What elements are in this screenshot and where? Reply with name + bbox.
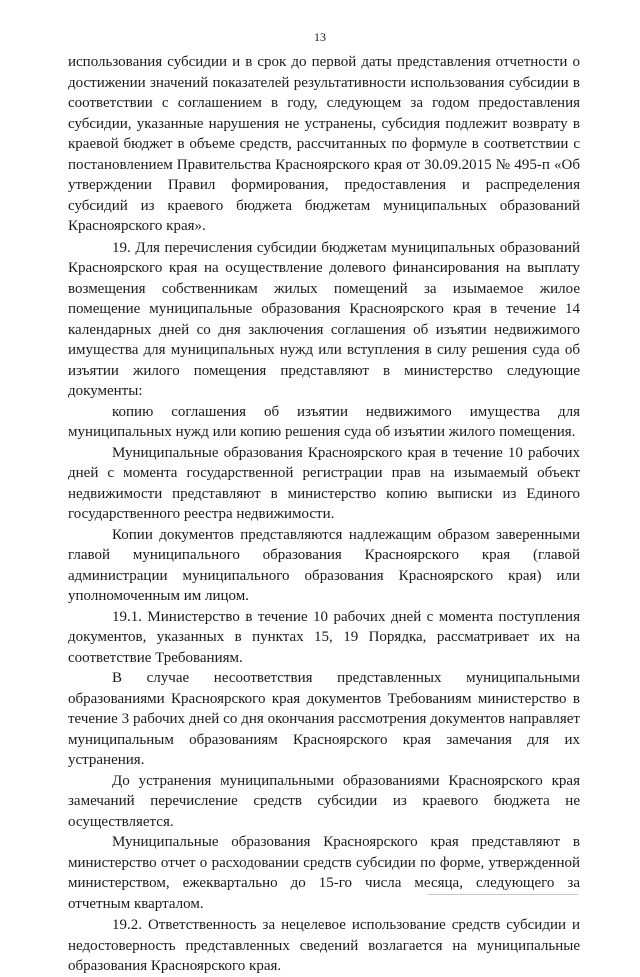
paragraph-continuation: использования субсидии и в срок до первой даты представления отчетности о достижении значений показателей результативности использования субсидии в соответствии с соглашением в году, следующем за годом предоставления субсидии, указанные нарушения не устранены, субсидия подлежит возврату в краевой бюджет в объеме средств, рассчитанных по формуле в соответствии с постановлением Правительства Красноярского края от 30.09.2015 № 495-п «Об утверждении Правил формирования, предоставления и распределения субсидий из краевого бюджета бюджетам муниципальных образований Красноярского края». xyxy=(68,54,580,234)
paragraph-agreement-copy: копию соглашения об изъятии недвижимого имущества для муниципальных нужд или копию решения суда об изъятии жилого помещения. xyxy=(68,403,580,440)
paragraph-clause-19: 19. Для перечисления субсидии бюджетам муниципальных образований Красноярского края на осуществление долевого финансирования на выплату возмещения собственникам жилых помещений за изымаемое жилое помещение муниципальные образования Красноярского края в течение 14 календарных дней со дня заключения соглашения об изъятии недвижимого имущества для муниципальных нужд или вступления в силу решения суда об изъятии жилого помещения представляют в министерство следующие документы: xyxy=(68,239,580,399)
paragraph-clause-19-2: 19.2. Ответственность за нецелевое использование средств субсидии и недостоверность представленных сведений возлагается на муниципальные образования Красноярского края. xyxy=(68,917,580,974)
paragraph-registry-extract: Муниципальные образования Красноярского края в течение 10 рабочих дней с момента государственной регистрации прав на изымаемый объект недвижимости представляют в министерство копию выписки из Единого государственного реестра недвижимости. xyxy=(68,444,580,522)
paragraph-clause-19-1: 19.1. Министерство в течение 10 рабочих дней с момента поступления документов, указанных в пунктах 15, 19 Порядка, рассматривает их на соответствие Требованиям. xyxy=(68,608,580,666)
paragraph-quarterly-report: Муниципальные образования Красноярского края представляют в министерство отчет о расходовании средств субсидии по форме, утвержденной министерством, ежеквартально до 15-го числа месяца, следующего за отчетным кварталом. xyxy=(68,834,580,912)
paragraph-nonconformity: В случае несоответствия представленных муниципальными образованиями Красноярского края документов Требованиям министерство в течение 3 рабочих дней со дня окончания рассмотрения документов направляет муниципальным образованиям Красноярского края замечания для их устранения. xyxy=(68,670,580,768)
document-body xyxy=(68,52,580,977)
scan-edge-mark xyxy=(428,888,578,895)
paragraph-certified-copies: Копии документов представляются надлежащим образом заверенными главой муниципального образования Красноярского края (главой администрации муниципального образования Красноярского края) или уполномоченным им лицом. xyxy=(68,526,580,604)
page-number: 13 xyxy=(314,30,326,44)
paragraph-transfer-suspension: До устранения муниципальными образованиями Красноярского края замечаний перечисление средств субсидии из краевого бюджета не осуществляется. xyxy=(68,772,580,830)
